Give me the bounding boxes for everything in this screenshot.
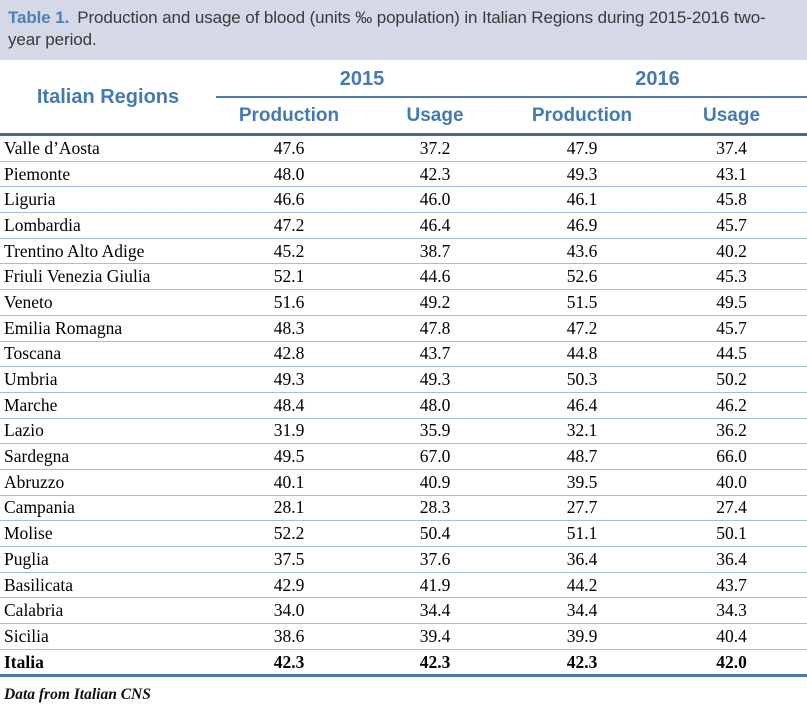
production-2016-cell: 39.5 — [508, 469, 656, 495]
production-2016-cell: 39.9 — [508, 624, 656, 650]
table-row — [0, 341, 807, 367]
header-year-row — [0, 62, 807, 97]
region-name-cell: Emilia Romagna — [0, 315, 216, 341]
table-caption-text: Production and usage of blood (units ‰ population) in Italian Regions during 2015-2016 two-year period. — [8, 8, 766, 49]
usage-2015-cell: 43.7 — [362, 341, 508, 367]
usage-2015-cell: 38.7 — [362, 238, 508, 264]
usage-2016-cell: 49.5 — [656, 290, 807, 316]
production-2015-cell: 48.4 — [216, 392, 362, 418]
region-name-cell: Marche — [0, 392, 216, 418]
production-2015-cell: 52.2 — [216, 521, 362, 547]
region-name-cell: Campania — [0, 495, 216, 521]
usage-2016-cell: 37.4 — [656, 135, 807, 162]
usage-2016-cell: 40.2 — [656, 238, 807, 264]
usage-2015-cell: 40.9 — [362, 469, 508, 495]
table-row — [0, 547, 807, 573]
table-row — [0, 213, 807, 239]
production-2015-cell: 42.3 — [216, 649, 362, 676]
production-2016-cell: 36.4 — [508, 547, 656, 573]
production-2016-cell: 46.9 — [508, 213, 656, 239]
production-2016-cell: 44.2 — [508, 572, 656, 598]
production-2015-cell: 48.3 — [216, 315, 362, 341]
production-2016-cell: 48.7 — [508, 444, 656, 470]
region-name-cell: Calabria — [0, 598, 216, 624]
table-row — [0, 572, 807, 598]
production-2016-cell: 47.2 — [508, 315, 656, 341]
table-row — [0, 315, 807, 341]
usage-2015-cell: 28.3 — [362, 495, 508, 521]
production-2015-cell: 40.1 — [216, 469, 362, 495]
column-header-2016-production: Production — [508, 97, 656, 135]
usage-2016-cell: 40.4 — [656, 624, 807, 650]
usage-2015-cell: 42.3 — [362, 649, 508, 676]
production-2015-cell: 31.9 — [216, 418, 362, 444]
production-2016-cell: 42.3 — [508, 649, 656, 676]
production-2016-cell: 34.4 — [508, 598, 656, 624]
usage-2015-cell: 41.9 — [362, 572, 508, 598]
usage-2016-cell: 27.4 — [656, 495, 807, 521]
region-name-cell: Lazio — [0, 418, 216, 444]
table-row — [0, 238, 807, 264]
table-row — [0, 521, 807, 547]
region-name-cell: Italia — [0, 649, 216, 676]
production-2016-cell: 46.4 — [508, 392, 656, 418]
production-2015-cell: 48.0 — [216, 161, 362, 187]
production-2016-cell: 50.3 — [508, 367, 656, 393]
usage-2016-cell: 43.7 — [656, 572, 807, 598]
table-row — [0, 392, 807, 418]
production-2015-cell: 38.6 — [216, 624, 362, 650]
production-2016-cell: 44.8 — [508, 341, 656, 367]
usage-2016-cell: 34.3 — [656, 598, 807, 624]
production-2015-cell: 45.2 — [216, 238, 362, 264]
blood-production-usage-table — [0, 62, 807, 677]
region-name-cell: Friuli Venezia Giulia — [0, 264, 216, 290]
region-name-cell: Umbria — [0, 367, 216, 393]
usage-2016-cell: 50.1 — [656, 521, 807, 547]
usage-2016-cell: 43.1 — [656, 161, 807, 187]
production-2015-cell: 47.6 — [216, 135, 362, 162]
region-name-cell: Piemonte — [0, 161, 216, 187]
region-name-cell: Veneto — [0, 290, 216, 316]
table-row — [0, 469, 807, 495]
usage-2015-cell: 44.6 — [362, 264, 508, 290]
production-2015-cell: 49.3 — [216, 367, 362, 393]
production-2015-cell: 34.0 — [216, 598, 362, 624]
column-header-italian-regions: Italian Regions — [0, 62, 216, 135]
column-group-2015: 2015 — [216, 62, 508, 97]
production-2016-cell: 27.7 — [508, 495, 656, 521]
usage-2016-cell: 40.0 — [656, 469, 807, 495]
table-row — [0, 161, 807, 187]
table-row — [0, 290, 807, 316]
table-row — [0, 598, 807, 624]
table-row — [0, 135, 807, 162]
column-group-2016: 2016 — [508, 62, 807, 97]
usage-2016-cell: 66.0 — [656, 444, 807, 470]
table-row — [0, 187, 807, 213]
column-header-2015-production: Production — [216, 97, 362, 135]
usage-2016-cell: 45.8 — [656, 187, 807, 213]
data-source-note: Data from Italian CNS — [4, 686, 151, 704]
production-2015-cell: 52.1 — [216, 264, 362, 290]
usage-2015-cell: 46.4 — [362, 213, 508, 239]
usage-2015-cell: 42.3 — [362, 161, 508, 187]
table-body — [0, 135, 807, 676]
column-header-2016-usage: Usage — [656, 97, 807, 135]
usage-2016-cell: 45.7 — [656, 315, 807, 341]
usage-2015-cell: 49.2 — [362, 290, 508, 316]
production-2015-cell: 47.2 — [216, 213, 362, 239]
production-2016-cell: 47.9 — [508, 135, 656, 162]
table-row — [0, 495, 807, 521]
table-row — [0, 367, 807, 393]
total-row — [0, 649, 807, 676]
production-2015-cell: 37.5 — [216, 547, 362, 573]
usage-2015-cell: 67.0 — [362, 444, 508, 470]
usage-2015-cell: 48.0 — [362, 392, 508, 418]
column-header-2015-usage: Usage — [362, 97, 508, 135]
usage-2016-cell: 36.2 — [656, 418, 807, 444]
production-2016-cell: 32.1 — [508, 418, 656, 444]
region-name-cell: Basilicata — [0, 572, 216, 598]
production-2015-cell: 42.8 — [216, 341, 362, 367]
production-2015-cell: 49.5 — [216, 444, 362, 470]
table-header — [0, 62, 807, 135]
usage-2015-cell: 47.8 — [362, 315, 508, 341]
production-2016-cell: 51.5 — [508, 290, 656, 316]
usage-2016-cell: 44.5 — [656, 341, 807, 367]
production-2016-cell: 49.3 — [508, 161, 656, 187]
production-2015-cell: 42.9 — [216, 572, 362, 598]
usage-2015-cell: 39.4 — [362, 624, 508, 650]
production-2016-cell: 43.6 — [508, 238, 656, 264]
table-row — [0, 418, 807, 444]
production-2016-cell: 51.1 — [508, 521, 656, 547]
usage-2015-cell: 49.3 — [362, 367, 508, 393]
usage-2016-cell: 46.2 — [656, 392, 807, 418]
table-row — [0, 444, 807, 470]
production-2016-cell: 52.6 — [508, 264, 656, 290]
usage-2016-cell: 50.2 — [656, 367, 807, 393]
usage-2015-cell: 34.4 — [362, 598, 508, 624]
usage-2016-cell: 36.4 — [656, 547, 807, 573]
usage-2016-cell: 45.7 — [656, 213, 807, 239]
usage-2015-cell: 37.2 — [362, 135, 508, 162]
region-name-cell: Sardegna — [0, 444, 216, 470]
region-name-cell: Valle d’Aosta — [0, 135, 216, 162]
production-2015-cell: 28.1 — [216, 495, 362, 521]
usage-2016-cell: 42.0 — [656, 649, 807, 676]
production-2015-cell: 46.6 — [216, 187, 362, 213]
region-name-cell: Abruzzo — [0, 469, 216, 495]
table-row — [0, 624, 807, 650]
region-name-cell: Sicilia — [0, 624, 216, 650]
usage-2015-cell: 46.0 — [362, 187, 508, 213]
region-name-cell: Molise — [0, 521, 216, 547]
production-2016-cell: 46.1 — [508, 187, 656, 213]
region-name-cell: Trentino Alto Adige — [0, 238, 216, 264]
usage-2015-cell: 37.6 — [362, 547, 508, 573]
production-2015-cell: 51.6 — [216, 290, 362, 316]
usage-2015-cell: 35.9 — [362, 418, 508, 444]
region-name-cell: Liguria — [0, 187, 216, 213]
region-name-cell: Lombardia — [0, 213, 216, 239]
usage-2015-cell: 50.4 — [362, 521, 508, 547]
table-row — [0, 264, 807, 290]
region-name-cell: Toscana — [0, 341, 216, 367]
region-name-cell: Puglia — [0, 547, 216, 573]
table-caption-label: Table 1. — [8, 8, 70, 27]
table-caption — [0, 0, 807, 60]
usage-2016-cell: 45.3 — [656, 264, 807, 290]
